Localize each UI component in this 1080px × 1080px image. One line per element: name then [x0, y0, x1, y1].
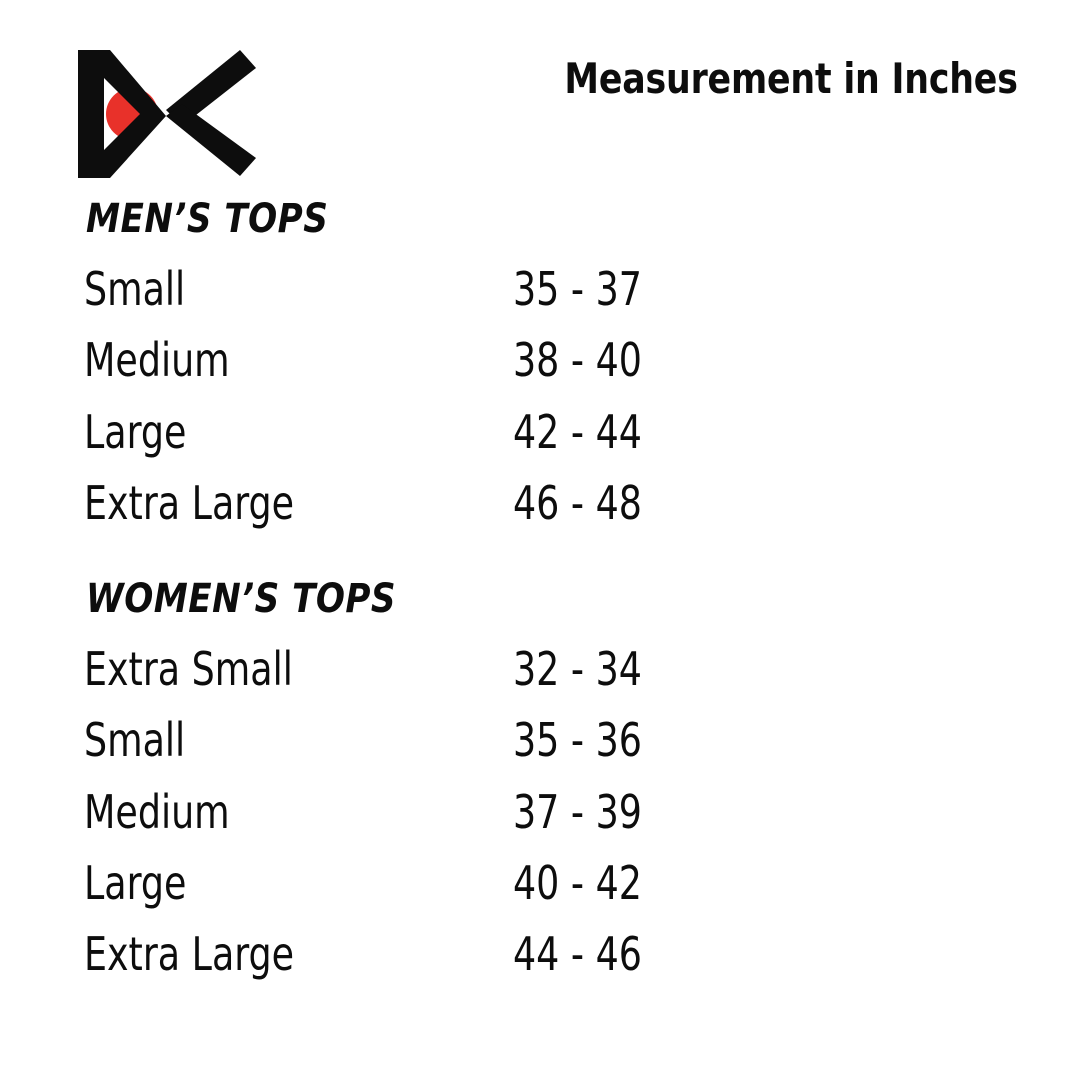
size-value: 40 - 42: [513, 855, 643, 910]
size-value: 35 - 37: [513, 262, 643, 316]
size-table-mens-tops: [84, 254, 1004, 539]
table-row: [84, 397, 1004, 468]
table-row: [84, 919, 1004, 990]
dc-brand-logo: [70, 44, 260, 184]
size-label: Extra Large: [84, 475, 295, 530]
logo-lower-arm: [166, 104, 256, 176]
size-section-womens-tops: [84, 578, 1004, 990]
section-title-mens-tops: MEN’S TOPS: [86, 196, 329, 242]
size-value: 32 - 34: [513, 642, 643, 696]
size-label: Medium: [84, 784, 230, 839]
size-chart-header: [0, 0, 1080, 200]
size-label: Extra Small: [84, 642, 293, 696]
table-row: [84, 634, 1004, 705]
size-label: Medium: [84, 333, 230, 388]
size-label: Large: [84, 855, 187, 910]
table-row: [84, 705, 1004, 776]
size-table-womens-tops: [84, 634, 1004, 990]
size-value: 46 - 48: [513, 475, 643, 530]
table-row: [84, 777, 1004, 848]
table-row: [84, 848, 1004, 919]
size-label: Small: [84, 262, 186, 316]
size-value: 44 - 46: [513, 927, 643, 982]
size-label: Large: [84, 404, 187, 459]
size-label: Small: [84, 713, 186, 768]
table-row: [84, 468, 1004, 539]
table-row: [84, 254, 1004, 325]
section-title-womens-tops: WOMEN’S TOPS: [86, 576, 397, 622]
table-row: [84, 325, 1004, 396]
measurement-unit-title: Measurement in Inches: [564, 54, 1018, 103]
size-value: 37 - 39: [513, 784, 643, 839]
size-section-mens-tops: [84, 198, 1004, 539]
size-value: 38 - 40: [513, 333, 643, 388]
size-value: 35 - 36: [513, 713, 643, 768]
size-value: 42 - 44: [513, 404, 643, 459]
size-label: Extra Large: [84, 927, 295, 982]
